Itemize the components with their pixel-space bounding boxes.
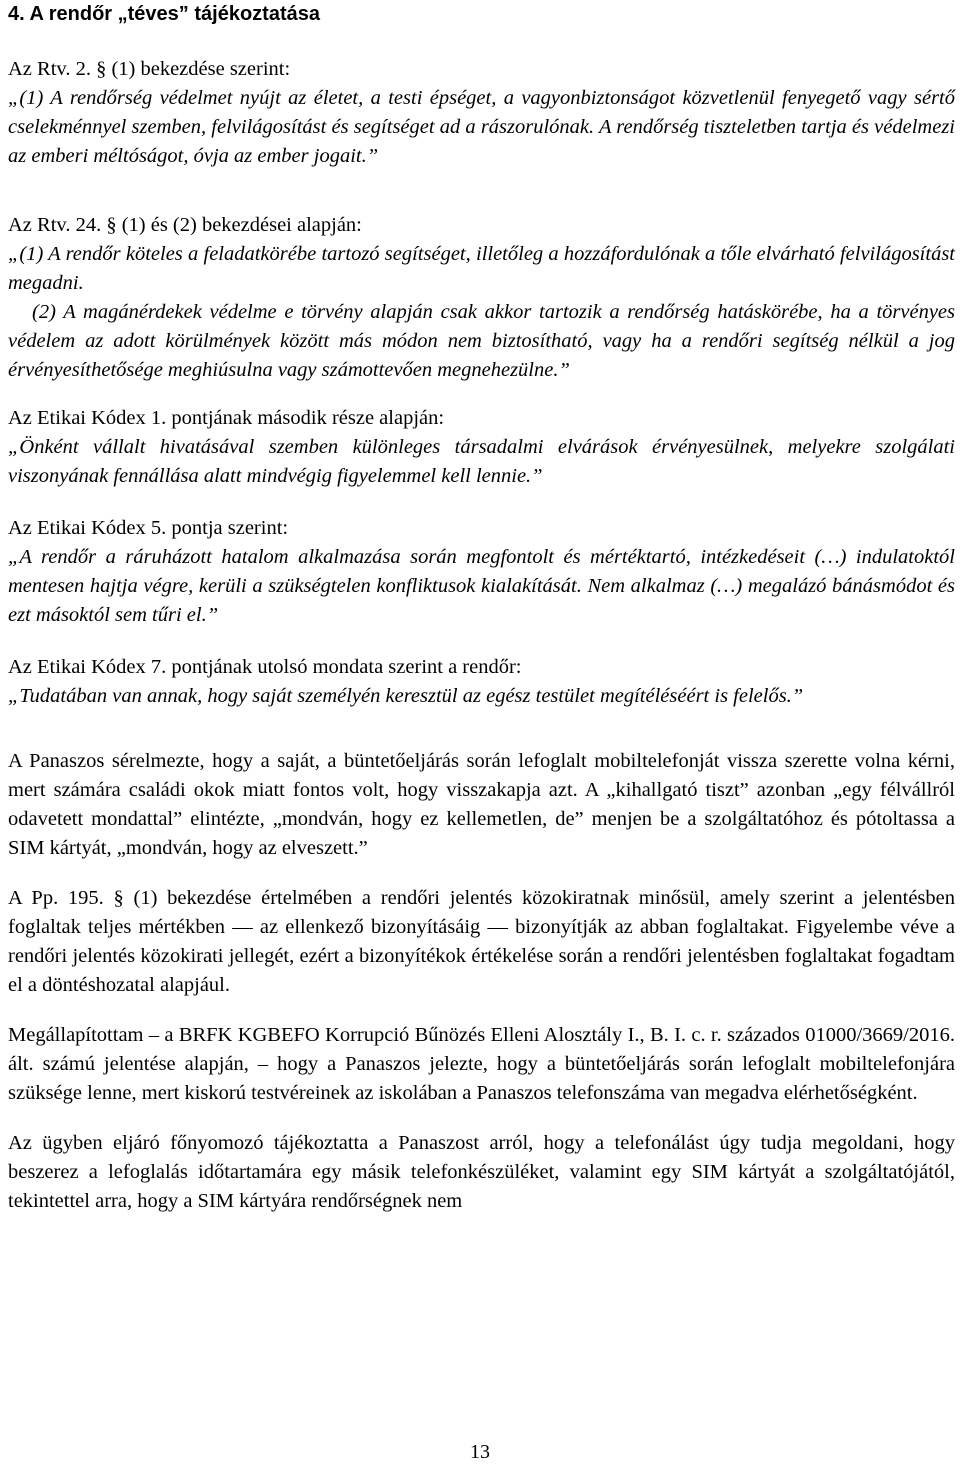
block-quote: „Tudatában van annak, hogy saját személyén keresztül az egész testület megítéléséért is felelős.” bbox=[8, 685, 804, 707]
block-intro: Az Etikai Kódex 1. pontjának második része alapján: bbox=[8, 407, 445, 429]
block-intro: Az Rtv. 2. § (1) bekezdése szerint: bbox=[8, 58, 291, 80]
block-quote: „Önként vállalt hivatásával szemben különleges társadalmi elvárások érvényesülnek, melyekre szolgálati viszonyának fennállása alatt mindvégig figyelemmel kell lennie.” bbox=[8, 436, 955, 487]
block-quote-continued: (2) A magánérdekek védelme e törvény alapján csak akkor tartozik a rendőrség hatáskörébe, ha a törvényes védelem az adott körülmények között más módon nem biztosítható, vagy ha a rendőri segítség nélkül a jog érvényesíthetősége meghiúsulna vagy számottevően megnehezülne.” bbox=[8, 301, 955, 381]
page-number: 13 bbox=[470, 1441, 490, 1463]
block-quote: „A rendőr a ráruházott hatalom alkalmazása során megfontolt és mértéktartó, intézkedéseit (…) indulatoktól mentesen hajtja végre, kerüli a szükségtelen konfliktusok kialakítását. Nem alkalmaz (…) megalázó bánásmódot és ezt másoktól sem tűri el.” bbox=[8, 546, 955, 626]
block-intro: Az Etikai Kódex 5. pontja szerint: bbox=[8, 517, 289, 539]
block-quote: „(1) A rendőrség védelmet nyújt az életet, a testi épséget, a vagyonbiztonságot közvetlenül fenyegető vagy sértő cselekménnyel szemben, felvilágosítást és segítséget ad a rászorulónak. A rendőrség tiszteletben tartja és védelmezi az emberi méltóságot, óvja az ember jogait.” bbox=[8, 87, 955, 167]
body-paragraph: A Pp. 195. § (1) bekezdése értelmében a rendőri jelentés közokiratnak minősül, amely szerint a jelentésben foglaltak teljes mértékben ― az ellenkező bizonyításáig ― bizonyítják az abban foglaltakat. Figyelembe véve a rendőri jelentés közokirati jellegét, ezért a bizonyítékok értékelése során a rendőri jelentésben foglaltakat fogadtam el a döntéshozatal alapjául. bbox=[8, 887, 955, 996]
block-intro: Az Rtv. 24. § (1) és (2) bekezdései alapján: bbox=[8, 214, 362, 236]
body-paragraph: A Panaszos sérelmezte, hogy a saját, a büntetőeljárás során lefoglalt mobiltelefonját vissza szerette volna kérni, mert számára családi okok miatt fontos volt, hogy visszakapja azt. A „kihallgató tiszt” azonban „egy félvállról odavetett mondattal” elintézte, „mondván, hogy ez kellemetlen, de” menjen be a szolgáltatóhoz és pótoltassa a SIM kártyát, „mondván, hogy az elveszett.” bbox=[8, 750, 955, 859]
section-heading: 4. A rendőr „téves” tájékoztatása bbox=[8, 3, 320, 25]
block-intro: Az Etikai Kódex 7. pontjának utolsó mondata szerint a rendőr: bbox=[8, 656, 522, 678]
body-paragraph: Megállapítottam – a BRFK KGBEFO Korrupció Bűnözés Elleni Alosztály I., B. I. c. r. százados 01000/3669/2016. ált. számú jelentése alapján, – hogy a Panaszos jelezte, hogy a büntetőeljárás során lefoglalt mobiltelefonjára szüksége lenne, mert kiskorú testvéreinek az iskolában a Panaszos telefonszáma van megadva elérhetőségként. bbox=[8, 1024, 955, 1104]
body-paragraph: Az ügyben eljáró főnyomozó tájékoztatta a Panaszost arról, hogy a telefonálást úgy tudja megoldani, hogy beszerez a lefoglalás időtartamára egy másik telefonkészüléket, valamint egy SIM kártyát a szolgáltatójától, tekintettel arra, hogy a SIM kártyára rendőrségnek nem bbox=[8, 1132, 955, 1212]
document-page bbox=[8, 0, 955, 1216]
block-quote: „(1) A rendőr köteles a feladatkörébe tartozó segítséget, illetőleg a hozzáfordulónak a tőle elvárható felvilágosítást megadni. bbox=[8, 243, 955, 294]
